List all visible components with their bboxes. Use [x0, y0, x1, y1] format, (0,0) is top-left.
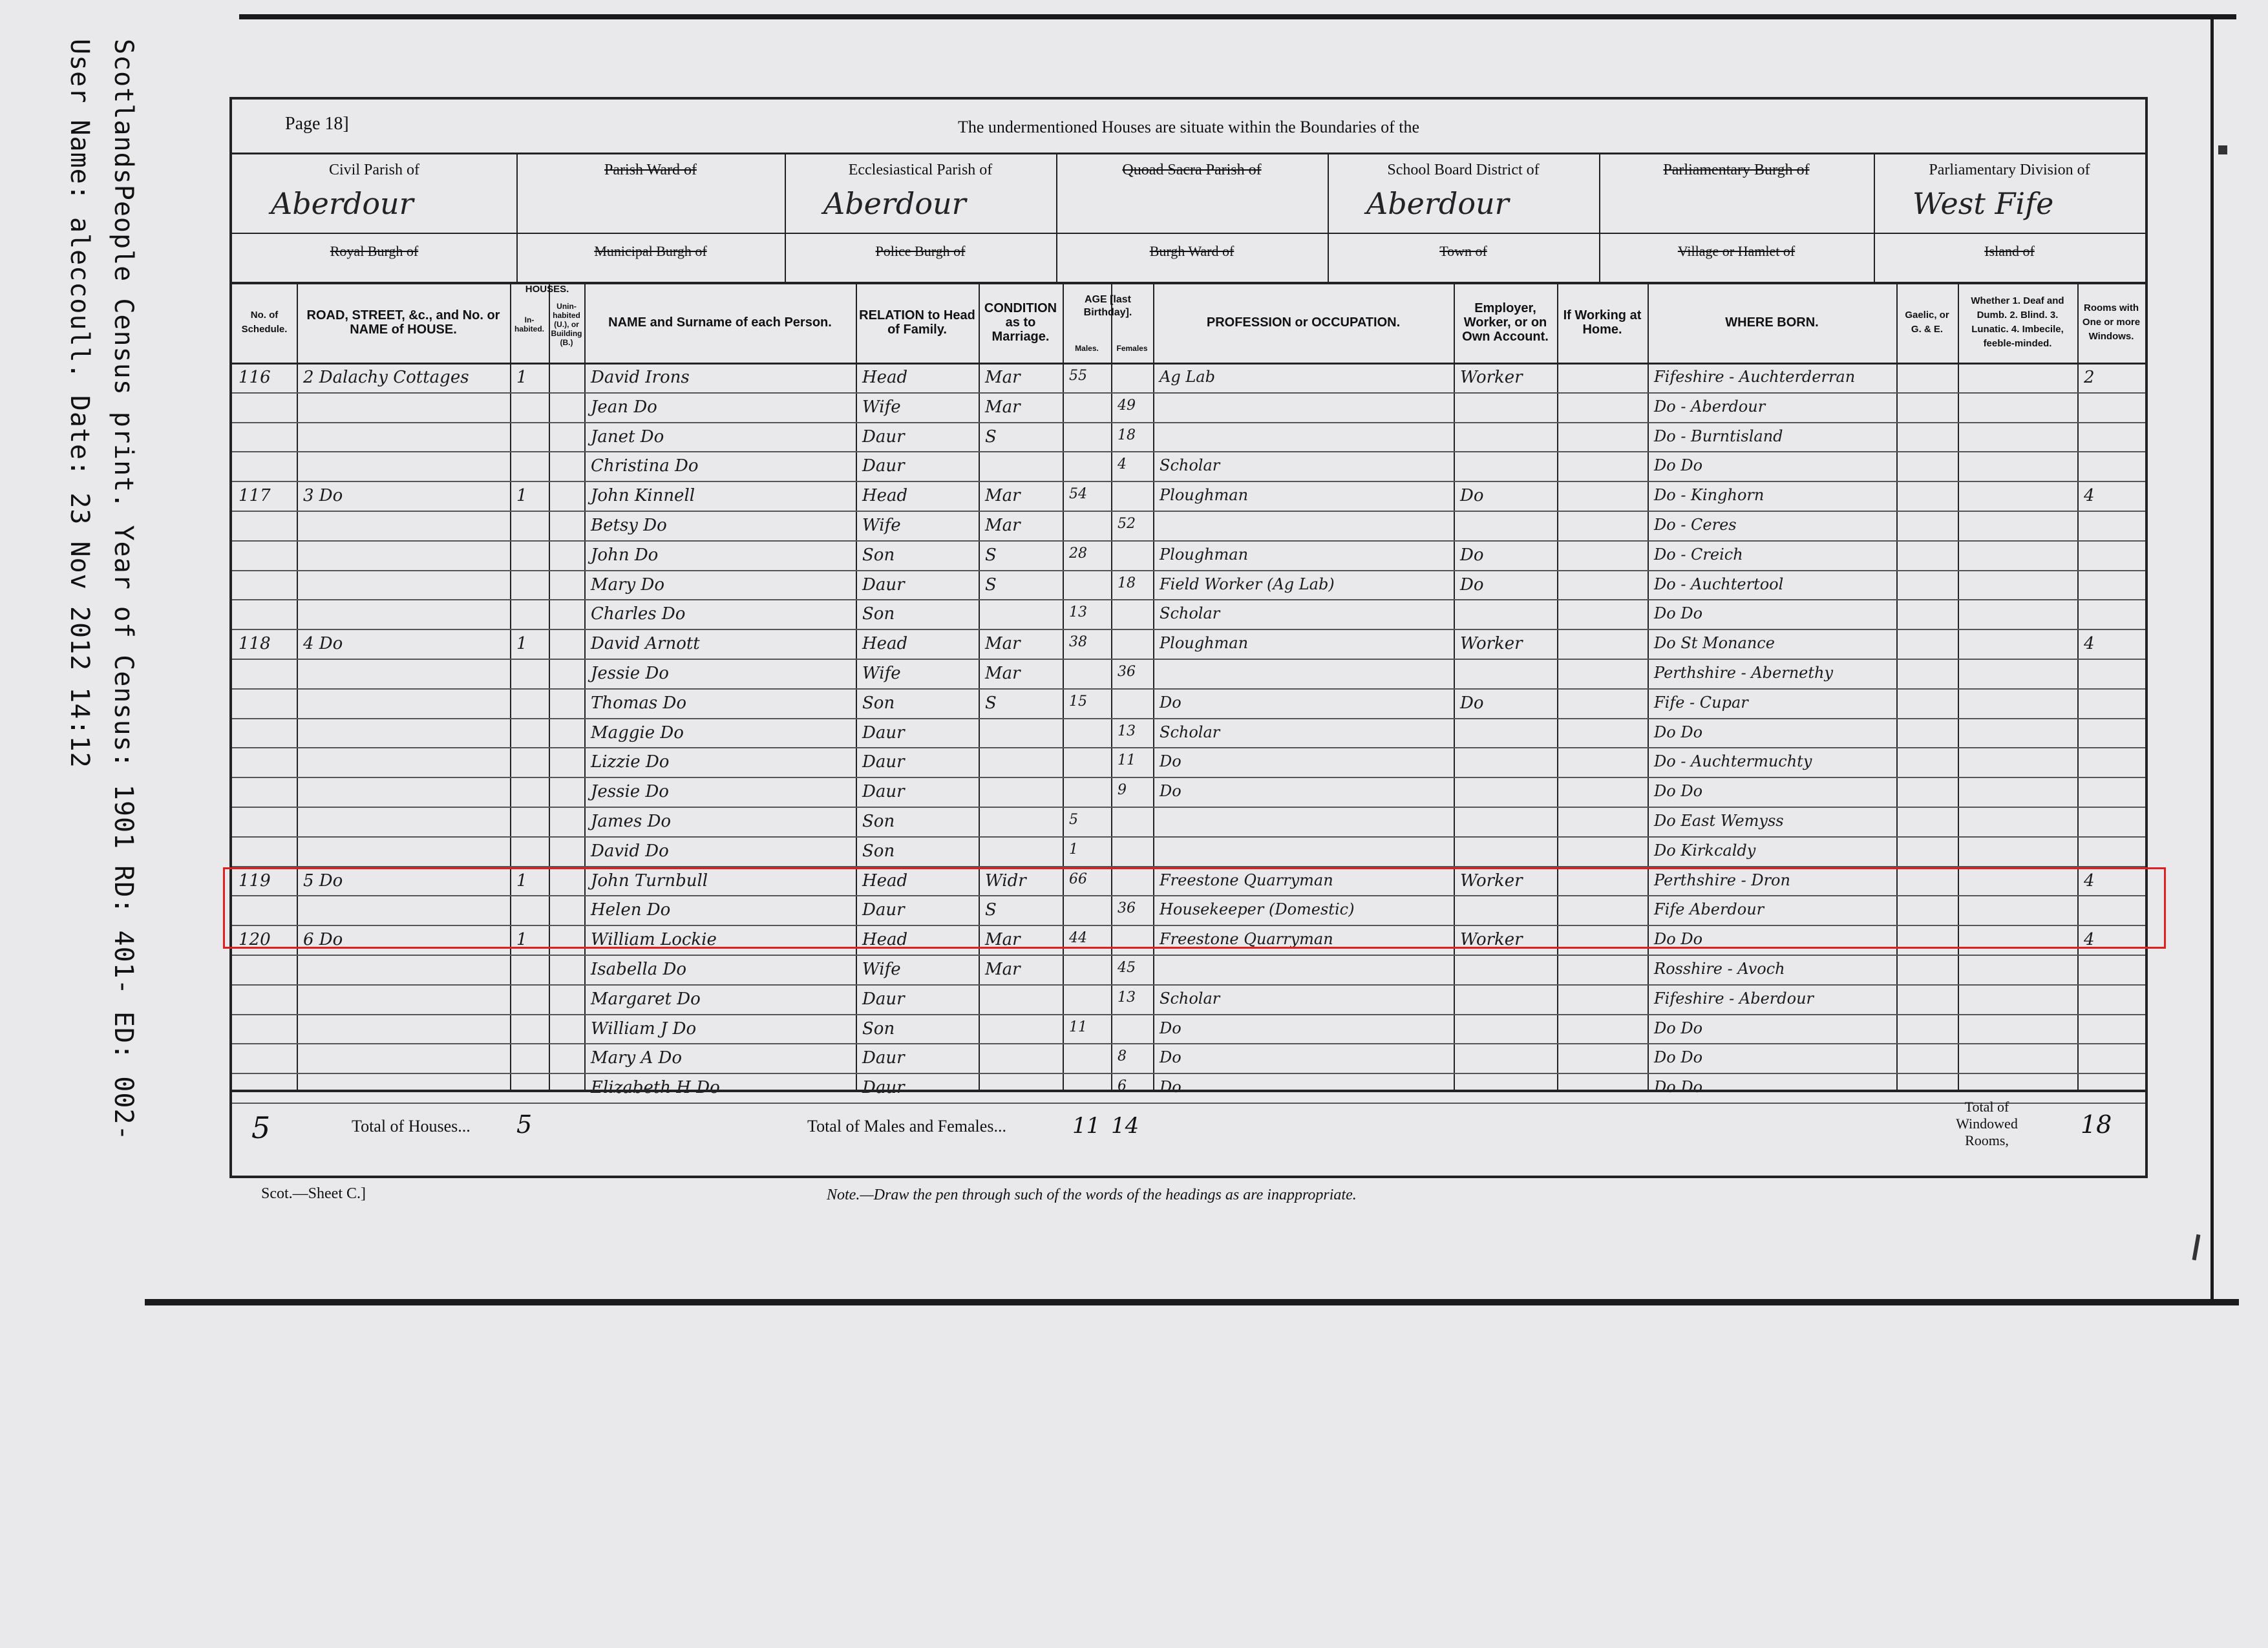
- column-header-rooms: Rooms with One or more Windows.: [2082, 302, 2141, 342]
- boundary-sub-label: Police Burgh of: [875, 243, 966, 259]
- cell-cond: Mar: [985, 486, 1021, 506]
- cell-f: 9: [1118, 782, 1127, 799]
- cell-name: Jessie Do: [591, 782, 669, 802]
- cell-cond: Mar: [985, 634, 1021, 654]
- boundary-cell: [1874, 153, 2145, 282]
- cell-born: Fifeshire - Aberdour: [1654, 989, 1814, 1008]
- row-rule: [232, 1043, 2145, 1044]
- cell-born: Do - Burntisland: [1654, 427, 1783, 445]
- boundary-cell: [1328, 153, 1600, 282]
- cell-occ: Field Worker (Ag Lab): [1160, 575, 1335, 593]
- cell-born: Do - Ceres: [1654, 516, 1737, 534]
- cell-f: 18: [1118, 427, 1136, 443]
- column-header-females: Females: [1116, 344, 1148, 353]
- boundary-sub-label: Island of: [1984, 243, 2035, 259]
- cell-rel: Wife: [862, 397, 901, 417]
- cell-occ: Do: [1160, 693, 1182, 712]
- cell-rel: Wife: [862, 664, 901, 683]
- boundary-cell: [516, 153, 786, 282]
- footer-note: Note.—Draw the pen through such of the words of the headings as are inappropriate.: [827, 1187, 1357, 1203]
- row-rule: [232, 807, 2145, 808]
- cell-f: 13: [1118, 989, 1136, 1006]
- cell-rel: Daur: [862, 456, 905, 476]
- cell-cond: Mar: [985, 960, 1021, 979]
- column-rule: [297, 282, 298, 1090]
- cell-m: 55: [1069, 368, 1087, 384]
- cell-born: Perthshire - Abernethy: [1654, 664, 1834, 682]
- column-header-born: WHERE BORN.: [1725, 315, 1819, 330]
- column-rule: [979, 282, 980, 1090]
- column-header-home: If Working at Home.: [1563, 308, 1642, 337]
- column-rule: [856, 282, 857, 1090]
- cell-sched: 118: [238, 634, 271, 654]
- boundary-divider: [1328, 233, 1599, 234]
- cell-name: James Do: [591, 812, 672, 831]
- cell-occ: Do: [1160, 1048, 1182, 1067]
- highlight-box-turnbull-household: [223, 867, 2166, 949]
- column-header-road: ROAD, STREET, &c., and No. or NAME of HOUSE.: [306, 308, 500, 337]
- cell-emp: Worker: [1460, 930, 1523, 950]
- total-males: 11: [1072, 1113, 1101, 1139]
- cell-rel: Head: [862, 368, 908, 387]
- cell-occ: Do: [1160, 1019, 1182, 1037]
- boundary-divider: [516, 233, 785, 234]
- boundary-sub-label: Town of: [1439, 243, 1487, 259]
- row-rule: [232, 836, 2145, 838]
- cell-born: Do - Auchtermuchty: [1654, 752, 1812, 771]
- cell-f: 36: [1118, 664, 1136, 680]
- boundary-sub-label: Municipal Burgh of: [594, 243, 707, 259]
- boundary-label: Ecclesiastical Parish of: [848, 162, 993, 178]
- cell-cond: Mar: [985, 664, 1021, 683]
- cell-born: Do Do: [1654, 1078, 1703, 1097]
- row-rule: [232, 1014, 2145, 1015]
- total-houses-label: Total of Houses...: [352, 1117, 471, 1136]
- cell-name: John Do: [591, 545, 659, 565]
- cell-occ: Scholar: [1160, 723, 1220, 741]
- boundary-label: Parish Ward of: [604, 162, 697, 178]
- cell-rooms: 4: [2084, 930, 2095, 950]
- column-rule: [549, 282, 550, 1090]
- cell-born: Do Do: [1654, 930, 1703, 949]
- cell-occ: Ploughman: [1160, 486, 1249, 505]
- row-rule: [232, 599, 2145, 600]
- census-table: [232, 282, 2145, 1098]
- cell-born: Do East Wemyss: [1654, 812, 1784, 830]
- cell-f: 4: [1118, 456, 1127, 473]
- cell-born: Do Do: [1654, 456, 1703, 475]
- cell-name: Isabella Do: [591, 960, 687, 979]
- column-rule: [1648, 282, 1649, 1090]
- boundary-label: Quoad Sacra Parish of: [1122, 162, 1262, 178]
- cell-born: Rosshire - Avoch: [1654, 960, 1785, 978]
- cell-rel: Son: [862, 545, 895, 565]
- column-header-age: AGE [last Birthday].: [1083, 293, 1132, 318]
- cell-occ: Scholar: [1160, 456, 1220, 475]
- cell-cond: S: [985, 575, 997, 595]
- cell-born: Do Do: [1654, 782, 1703, 801]
- boundaries-row: [232, 153, 2145, 284]
- cell-name: Elizabeth H Do: [591, 1078, 720, 1098]
- cell-name: Janet Do: [591, 427, 664, 447]
- cell-born: Fifeshire - Auchterderran: [1654, 368, 1856, 386]
- cell-born: Fife Aberdour: [1654, 900, 1765, 919]
- cell-rooms: 4: [2084, 871, 2095, 891]
- row-rule: [232, 747, 2145, 748]
- cell-m: 54: [1069, 486, 1087, 503]
- cell-occ: Freestone Quarryman: [1160, 871, 1333, 889]
- cell-name: David Arnott: [591, 634, 700, 654]
- sheet-title: The undermentioned Houses are situate within the Boundaries of the: [957, 118, 1420, 136]
- cell-road: 6 Do: [303, 930, 343, 950]
- margin-mark: [2192, 1234, 2201, 1260]
- cell-f: 8: [1118, 1048, 1127, 1065]
- cell-m: 11: [1069, 1019, 1087, 1035]
- row-rule: [232, 422, 2145, 423]
- cell-born: Do St Monance: [1654, 634, 1775, 653]
- cell-rel: Son: [862, 604, 895, 624]
- print-info-margin: [0, 0, 194, 1357]
- cell-m: 38: [1069, 634, 1087, 651]
- cell-name: Mary A Do: [591, 1048, 683, 1068]
- cell-inh: 1: [516, 368, 527, 387]
- cell-name: Margaret Do: [591, 989, 701, 1009]
- cell-cond: S: [985, 693, 997, 713]
- cell-rel: Head: [862, 634, 908, 654]
- cell-cond: S: [985, 900, 997, 920]
- boundary-divider: [1599, 233, 1874, 234]
- boundary-sub-label: Burgh Ward of: [1149, 243, 1235, 259]
- cell-rel: Daur: [862, 782, 905, 802]
- cell-rel: Son: [862, 812, 895, 831]
- cell-occ: Housekeeper (Domestic): [1160, 900, 1355, 919]
- column-header-males: Males.: [1075, 344, 1099, 353]
- totals-row: [232, 1090, 2145, 1163]
- cell-emp: Do: [1460, 693, 1484, 713]
- boundary-cell: [1599, 153, 1875, 282]
- cell-born: Do Do: [1654, 1048, 1703, 1067]
- cell-occ: Scholar: [1160, 989, 1220, 1008]
- cell-rel: Daur: [862, 1078, 905, 1098]
- cell-f: 52: [1118, 516, 1136, 532]
- cell-born: Do - Aberdour: [1654, 397, 1766, 416]
- cell-inh: 1: [516, 486, 527, 506]
- boundary-divider: [1874, 233, 2145, 234]
- total-females: 14: [1111, 1113, 1139, 1139]
- cell-road: 2 Dalachy Cottages: [303, 368, 469, 387]
- cell-m: 15: [1069, 693, 1087, 710]
- cell-occ: Ploughman: [1160, 545, 1249, 564]
- cell-sched: 119: [238, 871, 271, 891]
- row-rule: [232, 984, 2145, 986]
- cell-occ: Scholar: [1160, 604, 1220, 623]
- total-houses-inhabited: 5: [516, 1110, 533, 1139]
- cell-born: Do Do: [1654, 723, 1703, 741]
- cell-occ: Do: [1160, 1078, 1182, 1097]
- cell-m: 1: [1069, 841, 1078, 858]
- column-rule: [1454, 282, 1455, 1090]
- row-rule: [232, 451, 2145, 452]
- cell-cond: Mar: [985, 397, 1021, 417]
- column-header-condition: CONDITION as to Marriage.: [984, 301, 1057, 344]
- cell-rel: Daur: [862, 752, 905, 772]
- cell-name: William Lockie: [591, 930, 717, 950]
- column-rule: [510, 282, 511, 1090]
- cell-born: Do Do: [1654, 604, 1703, 623]
- boundary-cell: [1056, 153, 1329, 282]
- cell-m: 5: [1069, 812, 1078, 828]
- total-schedules: 5: [251, 1110, 271, 1145]
- column-header-employer: Employer, Worker, or on Own Account.: [1462, 301, 1549, 344]
- cell-occ: Do: [1160, 782, 1182, 801]
- cell-f: 13: [1118, 723, 1136, 739]
- cell-rel: Daur: [862, 723, 905, 743]
- row-rule: [232, 481, 2145, 482]
- sheet-header: [232, 100, 2145, 154]
- boundary-sub-label: Village or Hamlet of: [1677, 243, 1796, 259]
- cell-f: 36: [1118, 900, 1136, 917]
- boundary-sub-label: Royal Burgh of: [330, 243, 419, 259]
- cell-rel: Son: [862, 693, 895, 713]
- cell-rel: Daur: [862, 575, 905, 595]
- cell-f: 11: [1118, 752, 1136, 769]
- cell-occ: Freestone Quarryman: [1160, 930, 1333, 949]
- column-rule: [1896, 282, 1898, 1090]
- header-rule: [232, 363, 2145, 364]
- column-rule: [1958, 282, 1959, 1090]
- cell-rel: Daur: [862, 989, 905, 1009]
- cell-rooms: 4: [2084, 486, 2095, 506]
- boundary-label: School Board District of: [1387, 162, 1540, 178]
- cell-road: 5 Do: [303, 871, 343, 891]
- cell-cond: Widr: [985, 871, 1026, 891]
- cell-name: Charles Do: [591, 604, 686, 624]
- cell-rel: Daur: [862, 427, 905, 447]
- row-rule: [232, 688, 2145, 690]
- page-edge-top: [239, 14, 2236, 19]
- cell-emp: Worker: [1460, 368, 1523, 387]
- column-rule: [1153, 282, 1154, 1090]
- cell-name: Mary Do: [591, 575, 665, 595]
- boundary-label: Parliamentary Burgh of: [1663, 162, 1810, 178]
- cell-rel: Daur: [862, 900, 905, 920]
- boundary-divider: [785, 233, 1056, 234]
- cell-occ: Ploughman: [1160, 634, 1249, 653]
- cell-sched: 116: [238, 368, 271, 387]
- cell-m: 66: [1069, 871, 1087, 887]
- column-header-schedule: No. of Schedule.: [241, 309, 288, 335]
- cell-name: David Irons: [591, 368, 690, 387]
- total-rooms-label: Total of Windowed Rooms,: [1956, 1099, 2018, 1148]
- cell-f: 6: [1118, 1078, 1127, 1095]
- column-header-gaelic: Gaelic, or G. & E.: [1905, 309, 1949, 335]
- column-header-inhabited: In-habited.: [514, 315, 544, 333]
- cell-cond: S: [985, 545, 997, 565]
- cell-born: Do Do: [1654, 1019, 1703, 1037]
- boundary-value: West Fife: [1913, 186, 2054, 221]
- row-rule: [232, 777, 2145, 778]
- cell-name: Lizzie Do: [591, 752, 670, 772]
- cell-cond: S: [985, 427, 997, 447]
- cell-inh: 1: [516, 871, 527, 891]
- cell-f: 49: [1118, 397, 1136, 414]
- column-header-houses: HOUSES.: [525, 284, 569, 295]
- cell-sched: 117: [238, 486, 271, 506]
- cell-rel: Head: [862, 871, 908, 891]
- cell-name: Thomas Do: [591, 693, 687, 713]
- page-number: Page 18]: [285, 114, 349, 134]
- boundary-divider: [232, 233, 516, 234]
- boundary-divider: [1056, 233, 1328, 234]
- cell-m: 28: [1069, 545, 1087, 562]
- cell-emp: Worker: [1460, 871, 1523, 891]
- cell-road: 3 Do: [303, 486, 343, 506]
- cell-name: Jessie Do: [591, 664, 669, 683]
- cell-rel: Head: [862, 486, 908, 506]
- row-rule: [232, 511, 2145, 512]
- column-header-name: NAME and Surname of each Person.: [608, 315, 832, 330]
- page-edge-bottom: [145, 1299, 2239, 1305]
- cell-rel: Wife: [862, 516, 901, 535]
- cell-born: Do - Kinghorn: [1654, 486, 1765, 505]
- cell-emp: Do: [1460, 545, 1484, 565]
- column-rule: [1557, 282, 1558, 1090]
- cell-m: 13: [1069, 604, 1087, 621]
- boundary-value: Aberdour: [1366, 186, 1509, 221]
- cell-rooms: 4: [2084, 634, 2095, 654]
- column-rule: [1111, 282, 1112, 1090]
- cell-inh: 1: [516, 634, 527, 654]
- cell-born: Do Kirkcaldy: [1654, 841, 1756, 860]
- cell-name: Christina Do: [591, 456, 699, 476]
- cell-name: William J Do: [591, 1019, 697, 1039]
- cell-emp: Worker: [1460, 634, 1523, 654]
- census-sheet: [229, 97, 2148, 1203]
- cell-name: Betsy Do: [591, 516, 667, 535]
- row-rule: [232, 392, 2145, 394]
- cell-occ: Do: [1160, 752, 1182, 771]
- page-edge-right: [2210, 18, 2214, 1301]
- census-print-info: ScotlandsPeople Census print. Year of Census: 1901 RD: 401- ED: 002-: [109, 39, 138, 1141]
- row-rule: [232, 1073, 2145, 1074]
- boundary-label: Civil Parish of: [328, 162, 419, 178]
- cell-born: Do - Creich: [1654, 545, 1743, 564]
- cell-cond: Mar: [985, 930, 1021, 950]
- row-rule: [232, 540, 2145, 542]
- cell-emp: Do: [1460, 486, 1484, 506]
- cell-rel: Head: [862, 930, 908, 950]
- row-rule: [232, 570, 2145, 571]
- cell-m: 44: [1069, 930, 1087, 947]
- column-header-occupation: PROFESSION or OCCUPATION.: [1206, 315, 1401, 330]
- cell-rel: Son: [862, 1019, 895, 1039]
- cell-inh: 1: [516, 930, 527, 950]
- total-rooms: 18: [2081, 1110, 2112, 1139]
- row-rule: [232, 629, 2145, 630]
- cell-born: Do - Auchtertool: [1654, 575, 1784, 593]
- cell-name: Maggie Do: [591, 723, 684, 743]
- cell-name: David Do: [591, 841, 669, 861]
- column-header-uninhabited: Unin-habited (U.), or Building (B.): [551, 302, 582, 347]
- boundary-cell: [232, 153, 518, 282]
- column-rule: [2077, 282, 2079, 1090]
- user-date-info: User Name: aleccoull. Date: 23 Nov 2012 14:12: [65, 39, 94, 768]
- cell-name: John Kinnell: [591, 486, 695, 506]
- boundary-value: Aberdour: [271, 186, 414, 221]
- boundary-label: Parliamentary Division of: [1929, 162, 2090, 178]
- cell-name: Helen Do: [591, 900, 671, 920]
- column-header-infirm: Whether 1. Deaf and Dumb. 2. Blind. 3. Lunatic. 4. Imbecile, feeble-minded.: [1971, 295, 2064, 349]
- cell-cond: Mar: [985, 516, 1021, 535]
- cell-rel: Daur: [862, 1048, 905, 1068]
- cell-occ: Ag Lab: [1160, 368, 1215, 386]
- column-rule: [1063, 282, 1064, 1090]
- cell-born: Perthshire - Dron: [1654, 871, 1790, 889]
- margin-mark: [2218, 145, 2227, 154]
- cell-name: Jean Do: [591, 397, 657, 417]
- cell-born: Fife - Cupar: [1654, 693, 1748, 712]
- cell-cond: Mar: [985, 368, 1021, 387]
- cell-f: 18: [1118, 575, 1136, 591]
- cell-rooms: 2: [2084, 368, 2095, 387]
- row-rule: [232, 955, 2145, 956]
- cell-rel: Son: [862, 841, 895, 861]
- cell-rel: Wife: [862, 960, 901, 979]
- column-header-relation: RELATION to Head of Family.: [859, 308, 975, 337]
- sheet-id: Scot.—Sheet C.]: [261, 1185, 366, 1202]
- column-rule: [584, 282, 586, 1090]
- total-mf-label: Total of Males and Females...: [807, 1117, 1006, 1136]
- cell-road: 4 Do: [303, 634, 343, 654]
- cell-emp: Do: [1460, 575, 1484, 595]
- boundary-value: Aberdour: [823, 186, 966, 221]
- cell-f: 45: [1118, 960, 1136, 976]
- row-rule: [232, 659, 2145, 660]
- row-rule: [232, 718, 2145, 719]
- cell-sched: 120: [238, 930, 271, 950]
- boundary-cell: [785, 153, 1057, 282]
- cell-name: John Turnbull: [591, 871, 708, 891]
